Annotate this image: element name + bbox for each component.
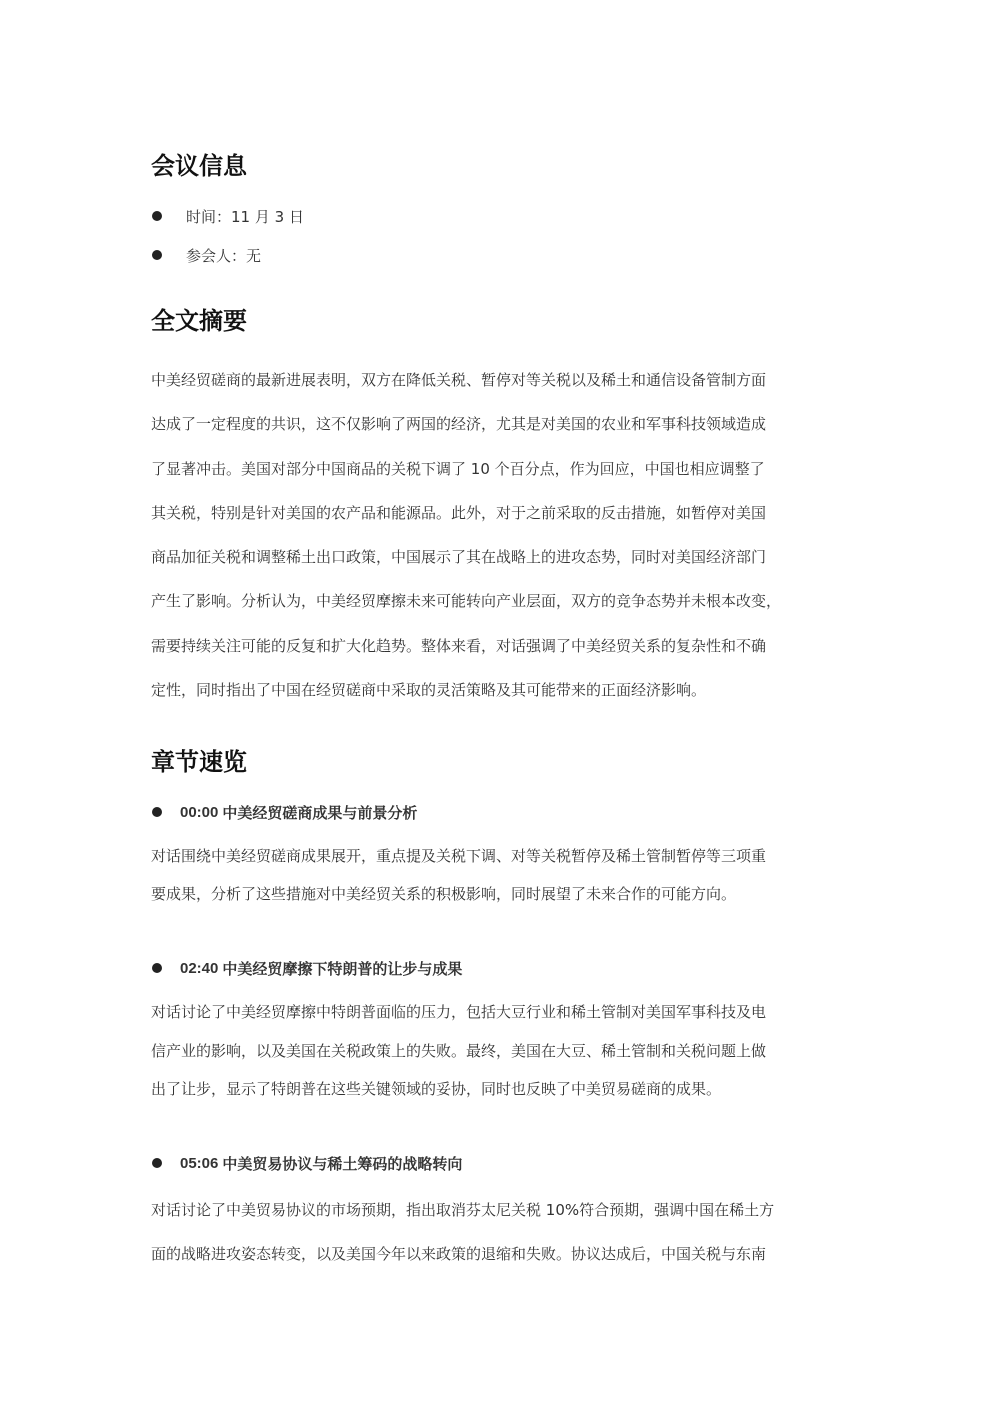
bullet-icon <box>152 807 162 817</box>
meeting-attendees-item <box>151 243 261 267</box>
chapter-heading <box>151 1151 462 1175</box>
meeting-time-label: 时间： <box>186 207 232 226</box>
chapter-line: 对话讨论了中美经贸摩擦中特朗普面临的压力，包括大豆行业和稀土管制对美国军事科技及电 <box>151 1003 767 1021</box>
summary-heading: 全文摘要 <box>151 307 247 335</box>
summary-line: 商品加征关税和调整稀土出口政策，中国展示了其在战略上的进攻态势，同时对美国经济部门 <box>151 548 767 567</box>
chapter-timestamp: 05:06 <box>180 1154 219 1172</box>
chapter-heading <box>151 956 462 980</box>
chapter-timestamp: 00:00 <box>180 803 219 821</box>
bullet-icon <box>152 963 162 973</box>
chapter-line: 出了让步，显示了特朗普在这些关键领域的妥协，同时也反映了中美贸易磋商的成果。 <box>151 1080 722 1098</box>
chapter-line: 对话围绕中美经贸磋商成果展开，重点提及关税下调、对等关税暂停及稀土管制暂停等三项重 <box>151 847 767 865</box>
summary-line: 需要持续关注可能的反复和扩大化趋势。整体来看，对话强调了中美经贸关系的复杂性和不确 <box>151 636 767 655</box>
chapter-paragraph <box>151 1188 846 1276</box>
meeting-attendees-label: 参会人： <box>186 246 247 265</box>
chapters-heading: 章节速览 <box>151 748 247 776</box>
chapter-heading <box>151 800 417 824</box>
chapter-title: 中美贸易协议与稀土筹码的战略转向 <box>222 1154 463 1173</box>
meeting-time-value: 11 月 3 日 <box>231 207 304 226</box>
summary-line: 定性，同时指出了中国在经贸磋商中采取的灵活策略及其可能带来的正面经济影响。 <box>151 681 707 700</box>
chapter-line: 对话讨论了中美贸易协议的市场预期，指出取消芬太尼关税 10%符合预期，强调中国在稀土方 <box>151 1201 775 1219</box>
chapter-timestamp: 02:40 <box>180 959 219 977</box>
meeting-info-heading: 会议信息 <box>151 152 247 180</box>
meeting-attendees-value: 无 <box>246 246 262 265</box>
chapter-line: 面的战略进攻姿态转变，以及美国今年以来政策的退缩和失败。协议达成后，中国关税与东南 <box>151 1245 767 1263</box>
summary-line: 中美经贸磋商的最新进展表明，双方在降低关税、暂停对等关税以及稀土和通信设备管制方面 <box>151 371 767 389</box>
bullet-icon <box>152 250 162 260</box>
chapter-line: 信产业的影响，以及美国在关税政策上的失败。最终，美国在大豆、稀土管制和关税问题上做 <box>151 1041 767 1060</box>
chapter-paragraph <box>151 837 846 913</box>
bullet-icon <box>152 211 162 221</box>
bullet-icon <box>152 1158 162 1168</box>
summary-line: 了显著冲击。美国对部分中国商品的关税下调了 10 个百分点，作为回应，中国也相应调整了 <box>151 459 765 478</box>
chapter-paragraph <box>151 993 846 1109</box>
summary-line: 其关税，特别是针对美国的农产品和能源品。此外，对于之前采取的反击措施，如暂停对美国 <box>151 503 767 522</box>
chapter-title: 中美经贸摩擦下特朗普的让步与成果 <box>222 959 463 978</box>
summary-paragraph <box>151 358 846 712</box>
chapter-title: 中美经贸磋商成果与前景分析 <box>222 803 418 822</box>
summary-line: 产生了影响。分析认为，中美经贸摩擦未来可能转向产业层面，双方的竞争态势并未根本改变， <box>151 592 782 611</box>
meeting-time-item <box>151 204 304 228</box>
summary-line: 达成了一定程度的共识，这不仅影响了两国的经济，尤其是对美国的农业和军事科技领域造成 <box>151 415 767 434</box>
chapter-line: 要成果，分析了这些措施对中美经贸关系的积极影响，同时展望了未来合作的可能方向。 <box>151 885 737 903</box>
